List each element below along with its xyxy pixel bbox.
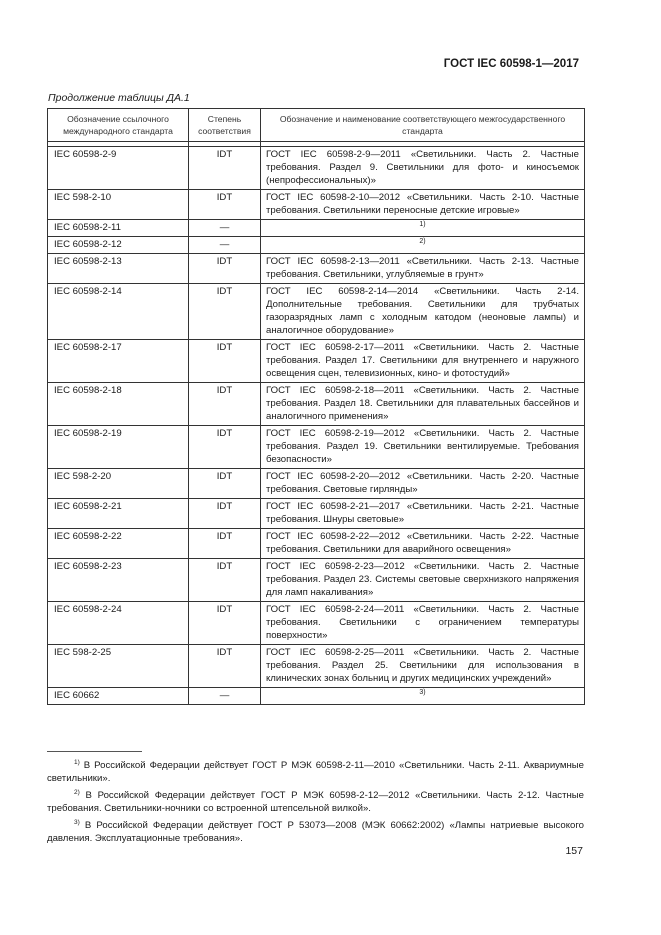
- degree-cell: —: [189, 220, 261, 237]
- degree-cell: IDT: [189, 426, 261, 469]
- table-row: [48, 220, 585, 237]
- footnote-mark: 2): [74, 789, 80, 796]
- table-row: [48, 284, 585, 340]
- reference-standard-cell: IEC 60598-2-21: [48, 499, 189, 529]
- degree-cell: IDT: [189, 499, 261, 529]
- reference-standard-cell: IEC 60598-2-12: [48, 237, 189, 254]
- footnotes: [47, 759, 584, 849]
- document-title: ГОСТ IEC 60598-1—2017: [443, 58, 579, 70]
- interstate-standard-cell: ГОСТ IEC 60598-2-21—2017 «Светильники. Часть 2-21. Частные требования. Шнуры световые»: [261, 499, 585, 529]
- table-row: [48, 559, 585, 602]
- degree-cell: IDT: [189, 284, 261, 340]
- table-header-row: [48, 109, 585, 142]
- interstate-standard-cell: ГОСТ IEC 60598-2-20—2012 «Светильники. Часть 2-20. Частные требования. Световые гирлянды»: [261, 469, 585, 499]
- page-number: 157: [565, 845, 583, 857]
- reference-standard-cell: IEC 60598-2-22: [48, 529, 189, 559]
- reference-standard-cell: IEC 60598-2-24: [48, 602, 189, 645]
- degree-cell: IDT: [189, 383, 261, 426]
- table-row: [48, 190, 585, 220]
- table-row: [48, 469, 585, 499]
- degree-cell: IDT: [189, 340, 261, 383]
- table-row: [48, 237, 585, 254]
- table-row: [48, 499, 585, 529]
- degree-cell: IDT: [189, 147, 261, 190]
- table-row: [48, 254, 585, 284]
- footnote-mark: 3): [74, 819, 80, 826]
- reference-standard-cell: IEC 60598-2-19: [48, 426, 189, 469]
- footnote-text: В Российской Федерации действует ГОСТ Р МЭК 60598-2-12—2012 «Светильники. Часть 2-12. Частные требования. Светильники-ночники со встроенной штепсельной вилкой».: [47, 790, 584, 814]
- interstate-standard-cell: ГОСТ IEC 60598-2-24—2011 «Светильники. Часть 2. Частные требования. Светильники с ограничением температуры поверхности»: [261, 602, 585, 645]
- interstate-standard-cell: ГОСТ IEC 60598-2-18—2011 «Светильники. Часть 2. Частные требования. Раздел 18. Светильники для плавательных бассейнов и аналогичного применения»: [261, 383, 585, 426]
- table-row: [48, 383, 585, 426]
- footnote-divider: [47, 751, 142, 752]
- interstate-standard-cell: ГОСТ IEC 60598-2-25—2011 «Светильники. Часть 2. Частные требования. Раздел 25. Светильники для использования в клинических зонах больниц и других медицинских учреждений»: [261, 645, 585, 688]
- interstate-standard-cell: ГОСТ IEC 60598-2-23—2012 «Светильники. Часть 2. Частные требования. Раздел 23. Системы световые сверхнизкого напряжения для ламп накаливания»: [261, 559, 585, 602]
- column-header-degree: Степень соответствия: [189, 109, 261, 142]
- reference-standard-cell: IEC 60598-2-11: [48, 220, 189, 237]
- table-row: [48, 529, 585, 559]
- reference-standard-cell: IEC 60598-2-23: [48, 559, 189, 602]
- footnote-reference-cell: 1): [261, 220, 585, 237]
- interstate-standard-cell: ГОСТ IEC 60598-2-17—2011 «Светильники. Часть 2. Частные требования. Раздел 17. Светильники для внутреннего и наружного освещения сцен, телевизионных, кино- и фотостудий»: [261, 340, 585, 383]
- footnote-mark: 1): [74, 759, 80, 766]
- footnote: [47, 789, 584, 815]
- table-body: [48, 142, 585, 705]
- table-row: [48, 340, 585, 383]
- reference-standard-cell: IEC 598-2-25: [48, 645, 189, 688]
- degree-cell: IDT: [189, 254, 261, 284]
- reference-standard-cell: IEC 60598-2-18: [48, 383, 189, 426]
- interstate-standard-cell: ГОСТ IEC 60598-2-9—2011 «Светильники. Часть 2. Частные требования. Раздел 9. Светильники для фото- и киносъемок (непрофессиональных)»: [261, 147, 585, 190]
- reference-standard-cell: IEC 60598-2-13: [48, 254, 189, 284]
- degree-cell: IDT: [189, 190, 261, 220]
- degree-cell: IDT: [189, 645, 261, 688]
- interstate-standard-cell: ГОСТ IEC 60598-2-13—2011 «Светильники. Часть 2-13. Частные требования. Светильники, углубляемые в грунт»: [261, 254, 585, 284]
- table-row: [48, 645, 585, 688]
- footnote-reference-cell: 2): [261, 237, 585, 254]
- interstate-standard-cell: ГОСТ IEC 60598-2-22—2012 «Светильники. Часть 2-22. Частные требования. Светильники для аварийного освещения»: [261, 529, 585, 559]
- reference-standard-cell: IEC 60598-2-17: [48, 340, 189, 383]
- degree-cell: IDT: [189, 529, 261, 559]
- correspondence-table: [47, 108, 585, 705]
- table-row: [48, 426, 585, 469]
- degree-cell: IDT: [189, 469, 261, 499]
- table-row: [48, 147, 585, 190]
- footnote-reference-cell: 3): [261, 688, 585, 705]
- table-caption: Продолжение таблицы ДА.1: [48, 92, 190, 104]
- footnote-text: В Российской Федерации действует ГОСТ Р МЭК 60598-2-11—2010 «Светильники. Часть 2-11. Аквариумные светильники».: [47, 760, 584, 784]
- reference-standard-cell: IEC 60662: [48, 688, 189, 705]
- table-row: [48, 688, 585, 705]
- column-header-reference-standard: Обозначение ссылочного международного стандарта: [48, 109, 189, 142]
- interstate-standard-cell: ГОСТ IEC 60598-2-19—2012 «Светильники. Часть 2. Частные требования. Раздел 19. Светильники вентилируемые. Требования безопасности»: [261, 426, 585, 469]
- interstate-standard-cell: ГОСТ IEC 60598-2-14—2014 «Светильники. Часть 2-14. Дополнительные требования. Светильники для трубчатых газоразрядных ламп с холодным катодом (неоновые лампы) и аналогичное оборудование»: [261, 284, 585, 340]
- footnote: [47, 819, 584, 845]
- reference-standard-cell: IEC 598-2-20: [48, 469, 189, 499]
- degree-cell: IDT: [189, 602, 261, 645]
- interstate-standard-cell: ГОСТ IEC 60598-2-10—2012 «Светильники. Часть 2-10. Частные требования. Светильники переносные детские игровые»: [261, 190, 585, 220]
- reference-standard-cell: IEC 598-2-10: [48, 190, 189, 220]
- column-header-interstate-standard: Обозначение и наименование соответствующего межгосударственного стандарта: [261, 109, 585, 142]
- degree-cell: IDT: [189, 559, 261, 602]
- table-row: [48, 602, 585, 645]
- reference-standard-cell: IEC 60598-2-9: [48, 147, 189, 190]
- degree-cell: —: [189, 688, 261, 705]
- reference-standard-cell: IEC 60598-2-14: [48, 284, 189, 340]
- degree-cell: —: [189, 237, 261, 254]
- footnote: [47, 759, 584, 785]
- footnote-text: В Российской Федерации действует ГОСТ Р 53073—2008 (МЭК 60662:2002) «Лампы натриевые высокого давления. Эксплуатационные требования».: [47, 820, 584, 844]
